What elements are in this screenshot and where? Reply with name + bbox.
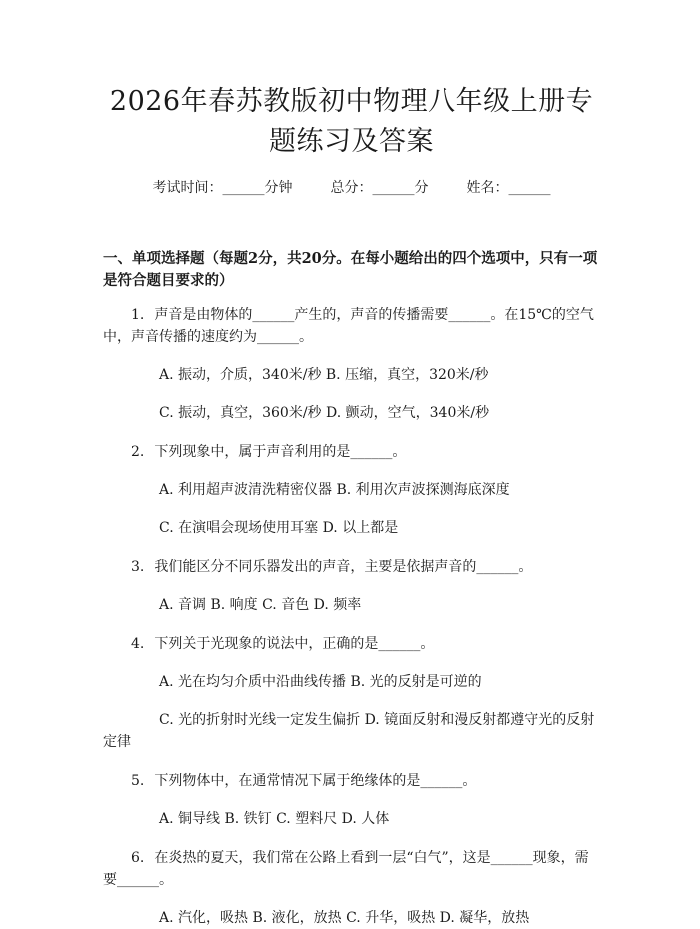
question-number: 5. <box>131 773 145 789</box>
question-2-options-row-1: A. 利用超声波清洗精密仪器 B. 利用次声波探测海底深度 <box>159 482 510 498</box>
question-3 <box>103 556 600 578</box>
question-text: 声音是由物体的______产生的，声音的传播需要______。在15℃的空气中，声音传播的速度约为______。 <box>103 307 594 345</box>
question-text: 下列物体中，在通常情况下属于绝缘体的是______。 <box>154 773 477 789</box>
question-6-options-row-1: A. 汽化，吸热 B. 液化，放热 C. 升华，吸热 D. 凝华，放热 <box>159 910 530 926</box>
question-4-options-row-2: C. 光的折射时光线一定发生偏折 D. 镜面反射和漫反射都遵守光的反射定律 <box>103 712 595 750</box>
question-5-options-row-1: A. 铜导线 B. 铁钉 C. 塑料尺 D. 人体 <box>159 811 390 827</box>
document-title: 2026年春苏教版初中物理八年级上册专题练习及答案 <box>109 86 594 157</box>
question-text: 下列现象中，属于声音利用的是______。 <box>154 444 407 460</box>
question-4-options-row-1: A. 光在均匀介质中沿曲线传播 B. 光的反射是可逆的 <box>159 674 482 690</box>
exam-meta <box>103 178 600 198</box>
question-number: 6. <box>131 850 145 866</box>
question-3-options-row-1: A. 音调 B. 响度 C. 音色 D. 频率 <box>159 597 362 613</box>
question-2 <box>103 441 600 463</box>
question-text: 下列关于光现象的说法中，正确的是______。 <box>154 636 435 652</box>
question-4 <box>103 633 600 655</box>
student-name-field: 姓名：______ <box>466 180 551 196</box>
question-1-options-row-1: A. 振动，介质，340米/秒 B. 压缩，真空，320米/秒 <box>159 367 489 383</box>
exam-time-field: 考试时间：______分钟 <box>152 180 293 196</box>
question-text: 我们能区分不同乐器发出的声音，主要是依据声音的______。 <box>154 559 533 575</box>
question-text: 在炎热的夏天，我们常在公路上看到一层“白气”，这是______现象，需要______。 <box>103 850 589 888</box>
total-score-field: 总分：______分 <box>330 180 429 196</box>
section-heading: 一、单项选择题（每题2分，共20分。在每小题给出的四个选项中，只有一项是符合题目要求的） <box>103 250 598 289</box>
question-number: 4. <box>131 636 145 652</box>
question-5 <box>103 770 600 792</box>
question-1 <box>103 304 600 348</box>
question-number: 2. <box>131 444 145 460</box>
question-2-options-row-2: C. 在演唱会现场使用耳塞 D. 以上都是 <box>159 520 399 536</box>
question-6 <box>103 847 600 891</box>
question-1-options-row-2: C. 振动，真空，360米/秒 D. 颤动，空气，340米/秒 <box>159 405 490 421</box>
question-number: 1. <box>131 307 145 323</box>
question-number: 3. <box>131 559 145 575</box>
